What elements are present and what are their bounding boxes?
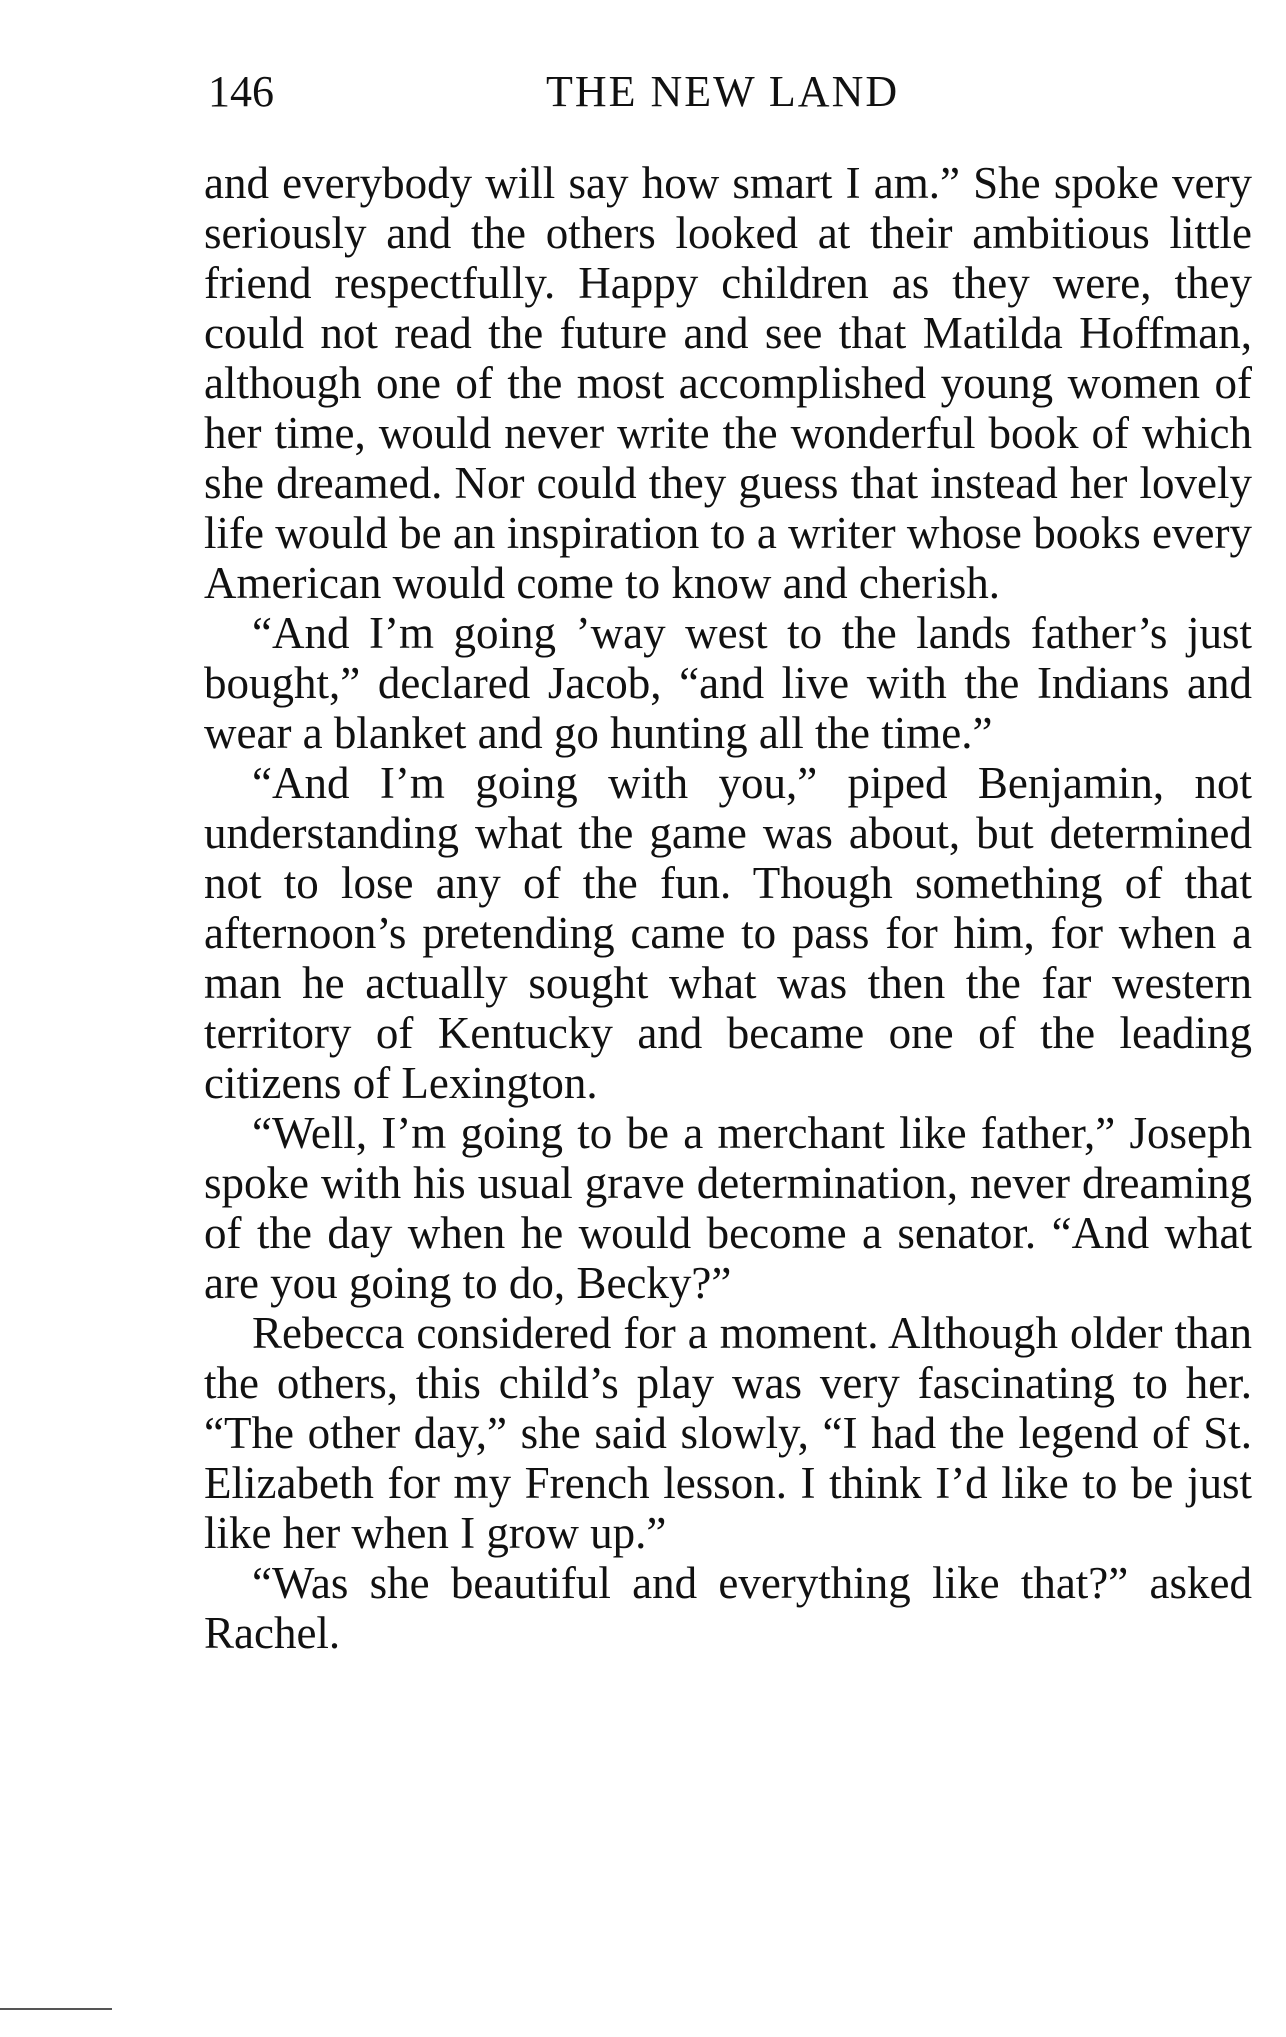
paragraph-rachel: “Was she beautiful and everything like that?” asked Rachel. (204, 1558, 1252, 1658)
paragraph-benjamin: “And I’m going with you,” piped Benjamin, not understanding what the game was about, but determined not to lose any of the fun. Though something of that afternoon’s pretending came to pass for him, for when a man he actually sought what was then the far western territory of Kentucky and became one of the leading citizens of Lexington. (204, 758, 1252, 1108)
paragraph-rebecca: Rebecca considered for a moment. Although older than the others, this child’s play was very fascinating to her. “The other day,” she said slowly, “I had the legend of St. Elizabeth for my French lesson. I think I’d like to be just like her when I grow up.” (204, 1308, 1252, 1558)
paragraph-jacob: “And I’m going ’way west to the lands father’s just bought,” declared Jacob, “and live with the Indians and wear a blanket and go hunting all the time.” (204, 608, 1252, 758)
paragraph-joseph: “Well, I’m going to be a merchant like father,” Joseph spoke with his usual grave determination, never dreaming of the day when he would become a senator. “And what are you going to do, Becky?” (204, 1108, 1252, 1308)
page-number: 146 (208, 67, 274, 116)
paragraph-continuation: and everybody will say how smart I am.” She spoke very seriously and the others looked at their ambitious little friend respectfully. Happy children as they were, they could not read the future and see that Matilda Hoffman, although one of the most accomplished young women of her time, would never write the wonderful book of which she dreamed. Nor could they guess that instead her lovely life would be an inspiration to a writer whose books every American would come to know and cherish. (204, 158, 1252, 608)
footer-rule (0, 2008, 112, 2010)
running-title: THE NEW LAND (546, 67, 900, 116)
running-head (208, 62, 1258, 122)
body-text (204, 158, 1252, 1658)
